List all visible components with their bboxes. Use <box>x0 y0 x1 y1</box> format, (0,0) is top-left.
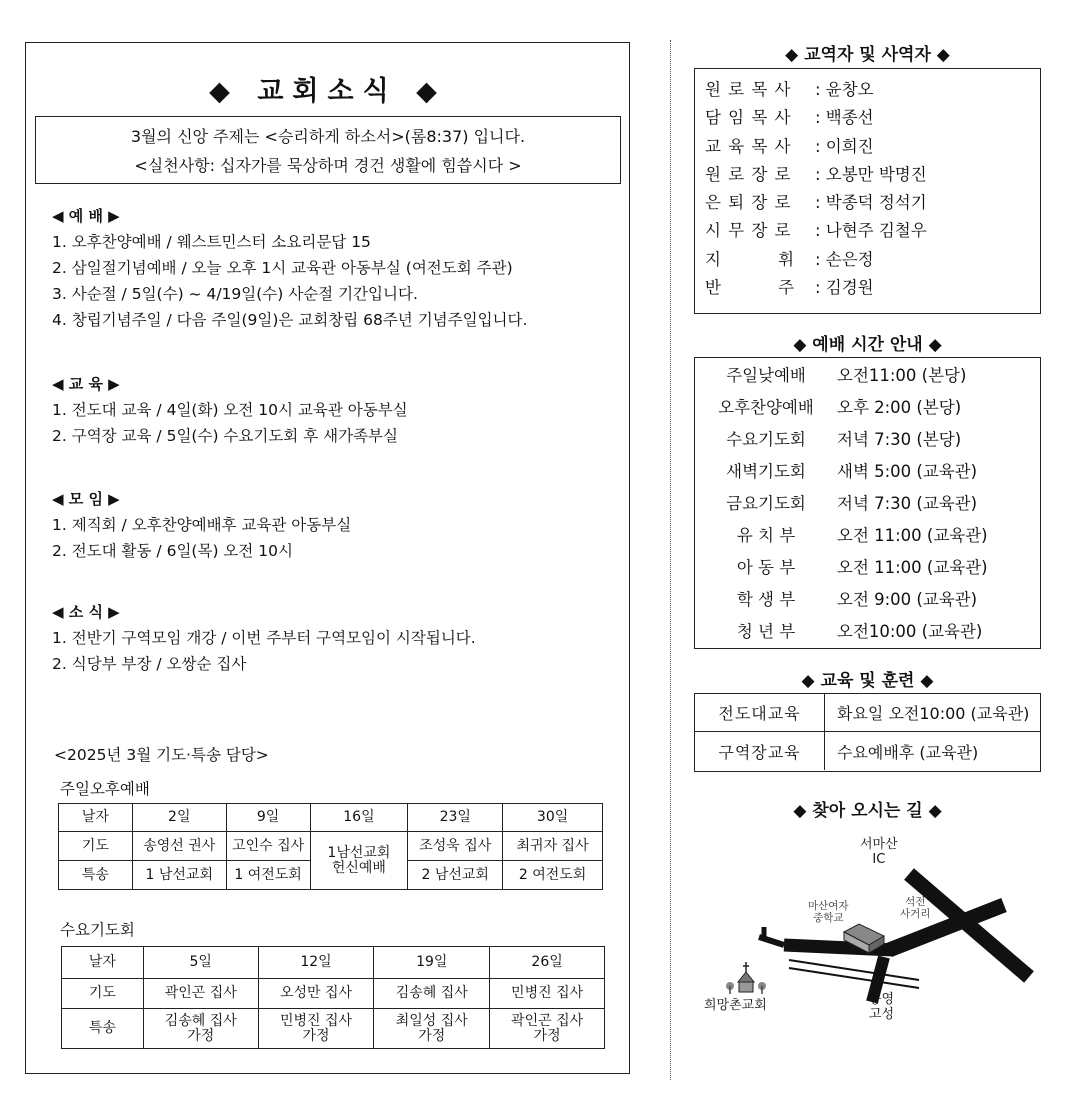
cell-line: 민병진 집사 <box>279 1012 353 1029</box>
table-header: 23일 <box>408 804 503 832</box>
staff-row <box>695 246 1040 274</box>
merged-cell <box>310 832 408 890</box>
staff-role: 담 임 목 사 <box>705 108 792 128</box>
table-header: 30일 <box>503 804 603 832</box>
cell-line: 김송혜 집사 <box>164 1012 237 1029</box>
staff-names: : 박종덕 정석기 <box>815 193 927 213</box>
education-time: 화요일 오전10:00 (교육관) <box>837 704 1030 723</box>
label-line: 고성 <box>869 1007 895 1022</box>
list-item: 1. 전도대 교육 / 4일(화) 오전 10시 교육관 아동부실 <box>52 401 408 419</box>
cell-line: 곽인곤 집사 <box>511 1012 584 1029</box>
service-name: 오후찬양예배 <box>718 398 814 417</box>
section-news <box>52 599 476 677</box>
service-time: 오전 11:00 (교육관) <box>837 558 988 577</box>
wednesday-service-title: 수요기도회 <box>60 921 135 939</box>
table-row <box>62 1009 605 1049</box>
row-label: 특송 <box>62 1009 144 1049</box>
service-time: 오전10:00 (교육관) <box>837 622 983 641</box>
staff-names: : 이희진 <box>815 136 874 156</box>
list-item: 2. 구역장 교육 / 5일(수) 수요기도회 후 새가족부실 <box>52 427 398 445</box>
theme-line: 3월의 신앙 주제는 <승리하게 하소서>(롬8:37) 입니다. <box>130 127 526 146</box>
staff-box <box>694 68 1041 314</box>
label-line: 통영 <box>869 992 895 1007</box>
table-row <box>62 947 605 979</box>
cell-line: 최일성 집사 <box>395 1012 468 1029</box>
monthly-theme-box <box>35 116 621 184</box>
education-box <box>694 693 1041 772</box>
section-heading: ◀ 교 육 ▶ <box>52 375 120 393</box>
service-time: 저녁 7:30 (본당) <box>837 430 962 449</box>
section-education <box>52 371 408 449</box>
worship-time-row <box>695 424 1040 456</box>
cell-line: 헌신예배 <box>331 859 386 876</box>
staff-role: 교 육 목 사 <box>705 136 792 156</box>
table-header: 2일 <box>132 804 226 832</box>
staff-row <box>695 76 1040 104</box>
worship-time-row <box>695 520 1040 552</box>
table-cell: 최귀자 집사 <box>503 832 603 861</box>
worship-time-row <box>695 552 1040 584</box>
cell-line: 1남선교회 <box>327 844 391 861</box>
education-heading: ◆ 교육 및 훈련 ◆ <box>801 671 934 691</box>
staff-role: 은 퇴 장 로 <box>705 193 792 213</box>
church-icon <box>726 962 766 994</box>
table-cell <box>143 1009 258 1049</box>
table-cell: 조성욱 집사 <box>408 832 503 861</box>
staff-row <box>695 133 1040 161</box>
table-header: 16일 <box>310 804 408 832</box>
label-line: 중학교 <box>813 912 844 924</box>
table-cell: 고인수 집사 <box>226 832 310 861</box>
section-heading: ◀ 소 식 ▶ <box>52 603 120 621</box>
cell-line: 가정 <box>187 1027 215 1044</box>
worship-times-box <box>694 357 1041 649</box>
table-cell: 김송혜 집사 <box>374 979 490 1009</box>
prayer-schedule-title: <2025년 3월 기도·특송 담당> <box>54 746 269 764</box>
staff-role: 원 로 장 로 <box>705 164 792 184</box>
education-time: 수요예배후 (교육관) <box>837 742 979 762</box>
education-name: 전도대교육 <box>695 694 825 731</box>
church-news-panel <box>25 42 630 1074</box>
staff-names: : 나현주 김철우 <box>815 221 927 241</box>
staff-names: : 오봉만 박명진 <box>815 164 927 184</box>
table-header: 날자 <box>59 804 133 832</box>
label-line: 서마산 <box>860 837 898 852</box>
service-name: 유 치 부 <box>736 526 796 545</box>
staff-role: 지 휘 <box>705 249 796 269</box>
label-line: IC <box>872 852 886 867</box>
table-cell: 민병진 집사 <box>490 979 605 1009</box>
table-row <box>62 979 605 1009</box>
staff-role: 반 주 <box>705 278 796 298</box>
map-label-ic <box>860 837 898 867</box>
sunday-prayer-table <box>58 803 603 890</box>
staff-names: : 윤창오 <box>815 80 874 99</box>
page-title: ◆ 교회소식 ◆ <box>209 76 446 107</box>
worship-time-row <box>695 616 1040 648</box>
staff-row <box>695 161 1040 189</box>
staff-row <box>695 189 1040 217</box>
label-line: 마산여자 <box>808 900 849 912</box>
table-cell: 송영선 권사 <box>132 832 226 861</box>
table-cell: 곽인곤 집사 <box>143 979 258 1009</box>
section-heading: ◀ 모 임 ▶ <box>52 490 120 508</box>
worship-time-row <box>695 488 1040 520</box>
worship-times-heading: ◆ 예배 시간 안내 ◆ <box>793 335 942 355</box>
list-item: 2. 전도대 활동 / 6일(목) 오전 10시 <box>52 542 293 560</box>
table-header: 12일 <box>258 947 374 979</box>
worship-time-row <box>695 392 1040 424</box>
worship-time-row <box>695 360 1040 392</box>
directions-map <box>694 832 1044 1047</box>
list-item: 4. 창립기념주일 / 다음 주일(9일)은 교회창립 68주년 기념주일입니다. <box>52 311 528 329</box>
cell-line: 가정 <box>418 1027 446 1044</box>
service-time: 저녁 7:30 (교육관) <box>837 494 978 513</box>
map-label-school <box>808 900 849 924</box>
service-time: 오후 2:00 (본당) <box>837 398 962 417</box>
wednesday-prayer-table <box>61 946 605 1049</box>
table-cell: 오성만 집사 <box>258 979 374 1009</box>
list-item: 1. 오후찬양예배 / 웨스트민스터 소요리문답 15 <box>52 233 371 251</box>
worship-time-row <box>695 456 1040 488</box>
table-cell <box>490 1009 605 1049</box>
table-header: 26일 <box>490 947 605 979</box>
staff-names: : 김경원 <box>815 278 874 298</box>
staff-heading: ◆ 교역자 및 사역자 ◆ <box>785 45 950 65</box>
worship-time-row <box>695 584 1040 616</box>
church-road <box>759 937 784 945</box>
service-name: 주일낮예배 <box>726 366 806 385</box>
service-name: 수요기도회 <box>726 430 806 449</box>
cell-line: 가정 <box>533 1027 561 1044</box>
practice-line: <실천사항: 십자가를 묵상하며 경건 생활에 힘씁시다 > <box>134 156 522 175</box>
service-name: 금요기도회 <box>726 494 806 513</box>
education-name: 구역장교육 <box>695 732 825 770</box>
list-item: 2. 식당부 부장 / 오쌍순 집사 <box>52 655 247 673</box>
map-label-crossroad <box>900 896 930 920</box>
table-cell: 1 남선교회 <box>132 861 226 890</box>
label-line: 석전 <box>905 896 926 908</box>
service-name: 아 동 부 <box>736 558 796 577</box>
staff-row <box>695 217 1040 245</box>
staff-role: 원 로 목 사 <box>705 80 792 99</box>
row-label: 기도 <box>62 979 144 1009</box>
staff-names: : 손은정 <box>815 249 874 269</box>
cell-line: 가정 <box>302 1027 330 1044</box>
service-name: 새벽기도회 <box>726 462 806 481</box>
table-header: 9일 <box>226 804 310 832</box>
row-label: 기도 <box>59 832 133 861</box>
table-header: 5일 <box>143 947 258 979</box>
staff-row <box>695 274 1040 302</box>
section-heading: ◀ 예 배 ▶ <box>52 207 120 225</box>
table-cell <box>374 1009 490 1049</box>
label-line: 사거리 <box>900 908 931 920</box>
map-label-church: 희망촌교회 <box>704 998 767 1013</box>
staff-row <box>695 104 1040 132</box>
map-label-tongyeong <box>869 992 894 1022</box>
service-name: 학 생 부 <box>736 590 796 609</box>
column-divider <box>670 40 671 1080</box>
directions-heading: ◆ 찾아 오시는 길 ◆ <box>793 801 942 821</box>
service-time: 새벽 5:00 (교육관) <box>837 462 978 481</box>
sunday-service-title: 주일오후예배 <box>60 780 150 798</box>
staff-role: 시 무 장 로 <box>705 221 792 241</box>
list-item: 1. 전반기 구역모임 개강 / 이번 주부터 구역모임이 시작됩니다. <box>52 629 476 647</box>
table-header: 날자 <box>62 947 144 979</box>
table-header: 19일 <box>374 947 490 979</box>
table-row <box>59 832 603 861</box>
table-cell <box>258 1009 374 1049</box>
education-row <box>695 732 1040 770</box>
service-name: 청 년 부 <box>736 622 796 641</box>
education-row <box>695 694 1040 732</box>
row-label: 특송 <box>59 861 133 890</box>
section-meetings <box>52 486 351 564</box>
table-row <box>59 804 603 832</box>
table-cell: 2 여전도회 <box>503 861 603 890</box>
list-item: 3. 사순절 / 5일(수) ~ 4/19일(수) 사순절 기간입니다. <box>52 285 418 303</box>
service-time: 오전 11:00 (교육관) <box>837 526 988 545</box>
list-item: 2. 삼일절기념예배 / 오늘 오후 1시 교육관 아동부실 (여전도회 주관) <box>52 259 513 277</box>
section-worship <box>52 203 527 333</box>
staff-names: : 백종선 <box>815 108 874 128</box>
service-time: 오전11:00 (본당) <box>837 366 967 385</box>
service-time: 오전 9:00 (교육관) <box>837 590 978 609</box>
table-cell: 1 여전도회 <box>226 861 310 890</box>
table-cell: 2 남선교회 <box>408 861 503 890</box>
list-item: 1. 제직회 / 오후찬양예배후 교육관 아동부실 <box>52 516 352 534</box>
